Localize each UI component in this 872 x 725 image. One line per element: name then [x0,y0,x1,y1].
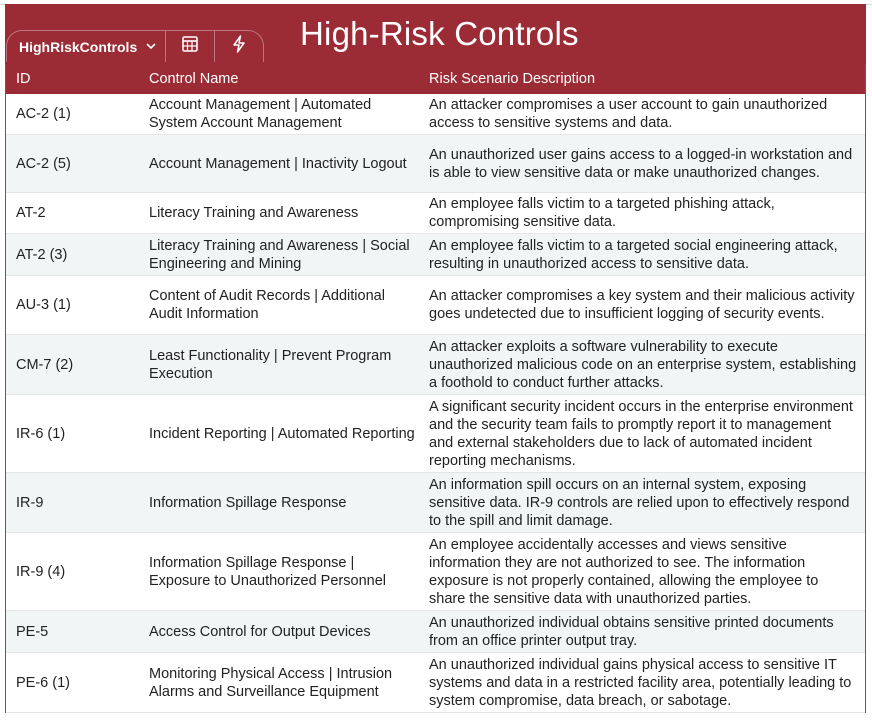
cell-control-name[interactable]: Least Functionality | Prevent Program Execution [139,335,419,395]
chevron-down-icon [145,39,157,55]
table-action-button[interactable] [215,31,263,62]
cell-id[interactable]: AT-2 (3) [6,234,139,276]
column-header-id[interactable]: ID [6,64,139,94]
cell-control-name[interactable]: Access Control for Output Devices [139,611,419,653]
cell-control-name[interactable]: Content of Audit Records | Additional Audit Information [139,276,419,335]
table-row [6,276,865,335]
cell-id[interactable]: PE-6 (1) [6,653,139,713]
header-row [6,64,865,94]
cell-risk-description[interactable]: An unauthorized user gains access to a logged-in workstation and is able to view sensitive data or make unauthorized changes. [419,135,865,193]
table-view-button[interactable] [166,31,214,62]
cell-risk-description[interactable]: An unauthorized individual gains physical access to sensitive IT systems and data in a restricted facility area, potentially leading to system compromise, data breach, or sabotage. [419,653,865,713]
cell-risk-description[interactable]: An attacker compromises a user account to gain unauthorized access to sensitive systems and data. [419,94,865,135]
table-row [6,653,865,713]
table-row [6,335,865,395]
column-header-risk-scenario[interactable]: Risk Scenario Description [419,64,865,94]
cell-control-name[interactable]: Incident Reporting | Automated Reporting [139,395,419,473]
cell-id[interactable]: IR-9 (4) [6,533,139,611]
lightning-bolt-icon [231,35,247,58]
table-row [6,94,865,135]
cell-id[interactable]: AC-2 (1) [6,94,139,135]
cell-id[interactable]: IR-6 (1) [6,395,139,473]
table-title: High-Risk Controls [300,15,579,52]
cell-risk-description[interactable]: An information spill occurs on an internal system, exposing sensitive data. IR-9 controls are relied upon to effectively respond to the spill and limit damage. [419,473,865,533]
cell-id[interactable]: PE-5 [6,611,139,653]
cell-control-name[interactable]: Account Management | Automated System Account Management [139,94,419,135]
table-chip [6,30,264,62]
cell-control-name[interactable]: Account Management | Inactivity Logout [139,135,419,193]
cell-id[interactable]: CM-7 (2) [6,335,139,395]
calendar-grid-icon [181,35,199,58]
cell-risk-description[interactable]: An unauthorized individual obtains sensitive printed documents from an office printer output tray. [419,611,865,653]
cell-risk-description[interactable]: A significant security incident occurs in the enterprise environment and the security team fails to promptly report it to management and external stakeholders due to lack of automated incident reporting mechanisms. [419,395,865,473]
table-row [6,193,865,234]
table-row [6,533,865,611]
cell-risk-description[interactable]: An attacker exploits a software vulnerability to execute unauthorized malicious code on an enterprise system, establishing a foothold to conduct further attacks. [419,335,865,395]
cell-id[interactable]: IR-9 [6,473,139,533]
cell-id[interactable]: AU-3 (1) [6,276,139,335]
cell-control-name[interactable]: Monitoring Physical Access | Intrusion Alarms and Surveillance Equipment [139,653,419,713]
cell-control-name[interactable]: Literacy Training and Awareness | Social Engineering and Mining [139,234,419,276]
cell-risk-description[interactable]: An employee accidentally accesses and views sensitive information they are not authorized to see. The information exposure is not properly contained, allowing the employee to share the sensitive data with unauthorized parties. [419,533,865,611]
table-row [6,135,865,193]
table-name-label: HighRiskControls [19,38,138,55]
table-row [6,611,865,653]
cell-id[interactable]: AT-2 [6,193,139,234]
cell-risk-description[interactable]: An attacker compromises a key system and their malicious activity goes undetected due to insufficient logging of security events. [419,276,865,335]
cell-control-name[interactable]: Literacy Training and Awareness [139,193,419,234]
cell-risk-description[interactable]: An employee falls victim to a targeted phishing attack, compromising sensitive data. [419,193,865,234]
controls-table [6,64,865,713]
column-header-control-name[interactable]: Control Name [139,64,419,94]
table-row [6,234,865,276]
cell-id[interactable]: AC-2 (5) [6,135,139,193]
cell-risk-description[interactable]: An employee falls victim to a targeted social engineering attack, resulting in unauthorized access to sensitive data. [419,234,865,276]
table-name-dropdown[interactable] [7,31,165,62]
cell-control-name[interactable]: Information Spillage Response [139,473,419,533]
table-row [6,395,865,473]
table-container [5,64,866,713]
table-row [6,473,865,533]
cell-control-name[interactable]: Information Spillage Response | Exposure to Unauthorized Personnel [139,533,419,611]
